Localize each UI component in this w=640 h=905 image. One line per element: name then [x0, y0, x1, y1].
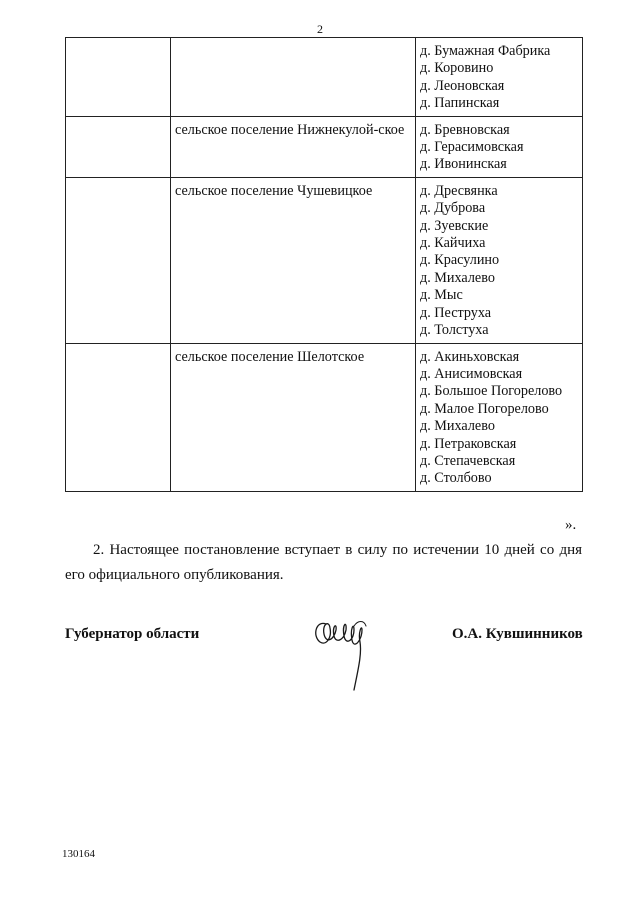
signatory-title: Губернатор области: [65, 626, 200, 642]
village-item: д. Михалево: [420, 269, 495, 286]
village-item: д. Коровино: [420, 60, 494, 77]
village-item: д. Красулино: [420, 252, 500, 269]
village-item: д. Большое Погорелово: [420, 383, 563, 400]
effective-date-paragraph: 2. Настоящее постановление вступает в силу по истечении 10 дней со дня его официального опубликования.: [65, 542, 582, 583]
village-item: д. Бревновская: [420, 121, 510, 138]
villages-cell: [416, 343, 583, 491]
village-item: д. Леоновская: [420, 77, 505, 94]
village-item: д. Герасимовская: [420, 139, 524, 156]
village-item: д. Бумажная Фабрика: [420, 43, 551, 59]
villages-cell: [416, 116, 583, 177]
village-item: д. Ивонинская: [420, 156, 507, 173]
district-cell: [66, 343, 171, 491]
village-item: д. Акиньховская: [420, 348, 520, 365]
signatory-name: О.А. Кувшинников: [452, 626, 583, 642]
handwritten-signature: [308, 610, 388, 700]
village-item: д. Столбово: [420, 470, 492, 487]
village-item: д. Степачевская: [420, 452, 516, 469]
district-cell: [66, 38, 171, 117]
settlement-cell: [171, 38, 416, 117]
village-item: д. Дуброва: [420, 200, 486, 217]
village-item: д. Зуевские: [420, 217, 489, 234]
village-item: д. Михалево: [420, 418, 495, 435]
village-item: д. Кайчиха: [420, 235, 486, 252]
village-item: д. Малое Погорелово: [420, 400, 549, 417]
settlements-table: [65, 37, 583, 492]
village-item: д. Дресвянка: [420, 182, 498, 199]
villages-cell: [416, 177, 583, 343]
settlement-cell: сельское поселение Шелотское: [171, 343, 416, 491]
village-item: д. Толстуха: [420, 322, 489, 339]
document-code: 130164: [62, 848, 95, 860]
village-item: д. Пеструха: [420, 304, 492, 321]
settlement-cell: сельское поселение Нижнекулой-ское: [171, 116, 416, 177]
village-item: д. Анисимовская: [420, 365, 523, 382]
closing-quote: ».: [565, 517, 577, 533]
table-row: [66, 343, 583, 491]
district-cell: [66, 177, 171, 343]
table-row: [66, 116, 583, 177]
page-number: 2: [317, 22, 323, 36]
table-row: [66, 177, 583, 343]
village-item: д. Папинская: [420, 95, 500, 112]
villages-cell: [416, 38, 583, 117]
table-row: [66, 38, 583, 117]
village-item: д. Мыс: [420, 287, 463, 304]
district-cell: [66, 116, 171, 177]
village-item: д. Петраковская: [420, 435, 517, 452]
settlement-cell: сельское поселение Чушевицкое: [171, 177, 416, 343]
